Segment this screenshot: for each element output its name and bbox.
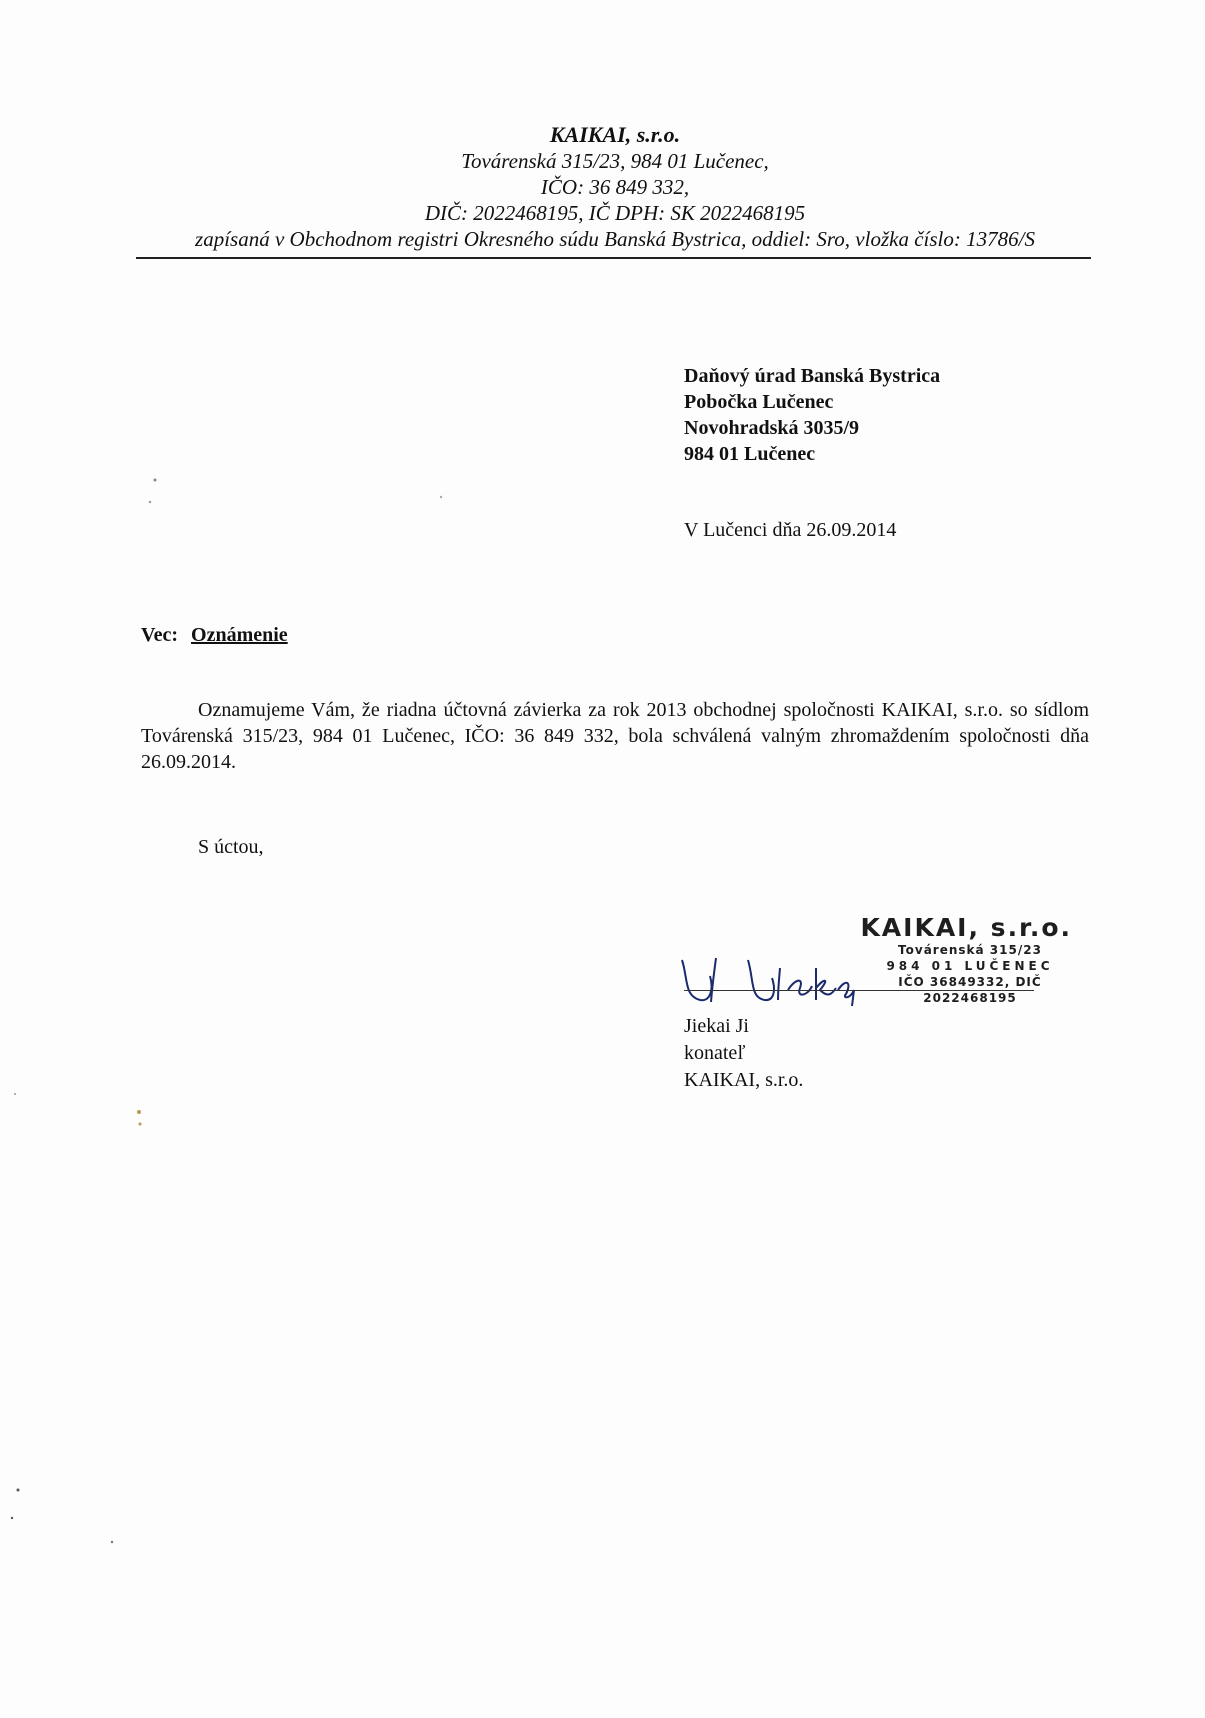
letterhead-company: KAIKAI, s.r.o. bbox=[549, 122, 681, 147]
recipient-line: Novohradská 3035/9 bbox=[684, 417, 860, 439]
letterhead-register: zapísaná v Obchodnom registri Okresného súdu Banská Bystrica, oddiel: Sro, vložka číslo: 13786/S bbox=[195, 227, 1035, 251]
signer-name: Jiekai Ji bbox=[684, 1015, 749, 1037]
place-date: V Lučenci dňa 26.09.2014 bbox=[684, 519, 897, 541]
letterhead-dic: DIČ: 2022468195, IČ DPH: SK 2022468195 bbox=[424, 201, 806, 225]
stamp-company: KAIKAI, s.r.o. bbox=[860, 913, 1072, 942]
signer-company: KAIKAI, s.r.o. bbox=[684, 1069, 804, 1091]
subject-value: Oznámenie bbox=[191, 624, 288, 646]
signature-rule bbox=[684, 990, 1034, 991]
signer-block bbox=[684, 1013, 803, 1094]
recipient-address bbox=[684, 363, 940, 467]
subject-label: Vec: bbox=[141, 624, 179, 646]
recipient-line: 984 01 Lučenec bbox=[684, 443, 816, 465]
stamp-city: 984 01 LUČENEC bbox=[886, 959, 1054, 973]
signer-role: konateľ bbox=[684, 1042, 746, 1064]
stamp-ids: IČO 36849332, DIČ 2022468195 bbox=[898, 975, 1042, 1005]
letter-body: Oznamujeme Vám, že riadna účtovná závierka za rok 2013 obchodnej spoločnosti KAIKAI, s.r.o. so sídlom Továrenská 315/23, 984 01 Lučenec, IČO: 36 849 332, bola schválená valným zhromaždením spoločnosti dňa 26.09.2014. bbox=[141, 699, 1089, 773]
stamp-street: Továrenská 315/23 bbox=[898, 943, 1042, 957]
recipient-line: Daňový úrad Banská Bystrica bbox=[684, 365, 941, 387]
handwritten-signature bbox=[670, 938, 860, 1008]
company-stamp bbox=[860, 913, 1080, 1006]
recipient-line: Pobočka Lučenec bbox=[684, 391, 834, 413]
letterhead bbox=[140, 122, 1090, 252]
letterhead-divider bbox=[136, 257, 1091, 259]
greeting: S úctou, bbox=[198, 836, 264, 858]
letterhead-address: Továrenská 315/23, 984 01 Lučenec, bbox=[461, 149, 769, 173]
letterhead-ico: IČO: 36 849 332, bbox=[540, 175, 690, 199]
subject-line bbox=[141, 624, 288, 647]
